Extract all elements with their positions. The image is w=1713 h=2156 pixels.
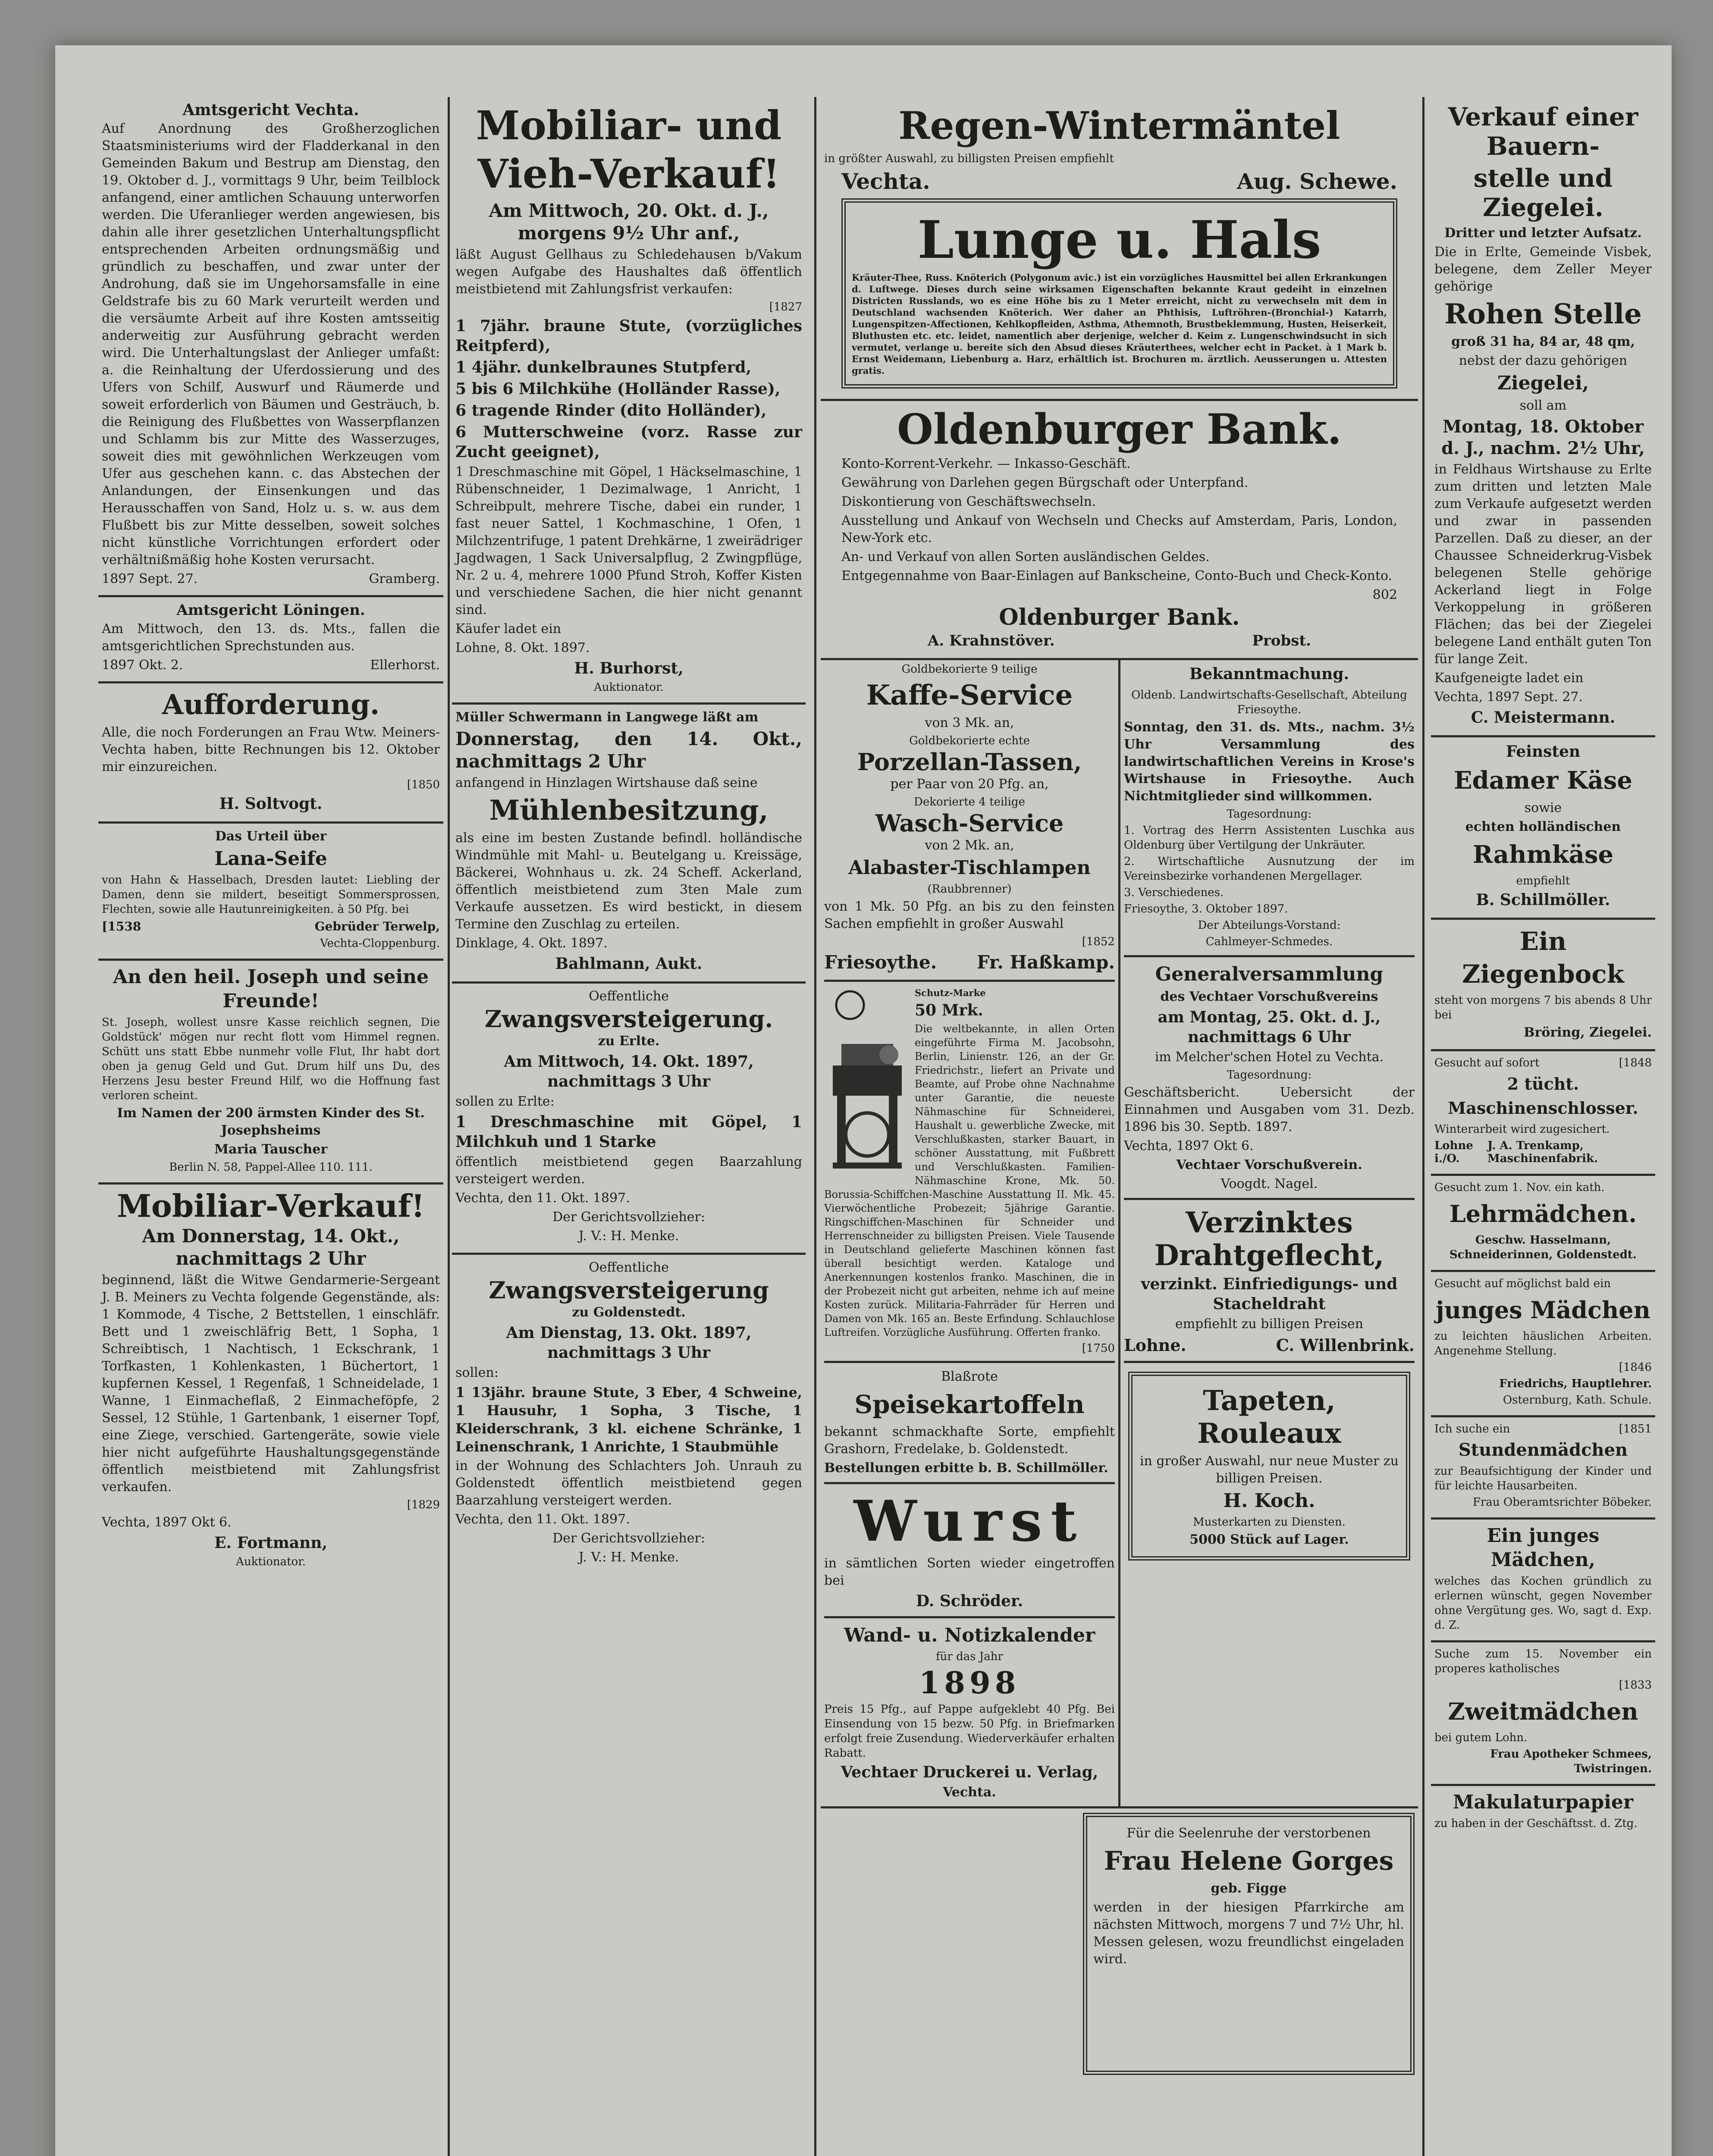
column-rule <box>1422 97 1424 2156</box>
ad-signature: Im Namen der 200 ärmsten Kinder des St. Josephsheims <box>117 1106 425 1138</box>
ad-body: in der Wohnung des Schlachters Joh. Unrauh zu Goldenstedt öffentlich meistbietend gegen Baarzahlung versteigert werden. <box>455 1458 802 1508</box>
ad-ref: [1538 <box>102 919 141 934</box>
ad-intro: läßt August Gellhaus zu Schledehausen b/Vakum wegen Aufgabe des Haushaltes daß öffentlich meistbietend mit Zahlungsfrist verkaufen: <box>455 247 802 297</box>
ad-pretitle: Goldbekorierte 9 teilige <box>901 663 1038 676</box>
ad-signature: J. A. Trenkamp, Maschinenfabrik. <box>1487 1139 1598 1165</box>
ad-title: Makulaturpapier <box>1453 1791 1634 1813</box>
ad-role: Der Gerichtsvollzieher: <box>552 1531 705 1546</box>
ad-title: junges Mädchen <box>1436 1296 1650 1324</box>
ad-pretitle: Suche zum 15. November ein properes katholisches <box>1434 1648 1652 1675</box>
ad-place: Vechta, 1897 Okt 6. <box>1124 1138 1254 1153</box>
ad-title: Ein junges Mädchen, <box>1487 1525 1600 1571</box>
ad-title: Wasch-Service <box>875 809 1064 837</box>
ad-body: beginnend, läßt die Witwe Gendarmerie-Sergeant J. B. Meiners zu Vechta folgende Gegenstände, als: 1 Kommode, 4 Tische, 2 Bettstellen, 1 einschläfr. Bett und 1 zweischläfrig Bett, 1 Sopha, 1 Schreibtisch, 1 Nachtisch, 1 Eckschrank, 1 Torfkasten, 1 Kohlenkasten, 1 Büchertort, 1 kupfernen Kessel, 1 Regenfaß, 1 Schneidelade, 1 Wanne, 1 Einmacheflaß, 2 Einmacheföpfe, 2 Sessel, 12 Stühle, 1 Gartenbank, 1 eiserner Topf, eine Ziege, verschied. Gartengeräte, sowie viele hier nicht aufgeführte Haushaltungsgegenstände öffentlich meistbietend mit Zahlungsfrist verkaufen. <box>102 1272 440 1495</box>
ad-title: Amtsgericht Löningen. <box>176 602 365 619</box>
ad-pretitle: Oeffentliche <box>589 1260 669 1275</box>
ad-place: Friesoythe, 3. Oktober 1897. <box>1124 903 1288 915</box>
ad-signature: Gramberg. <box>369 571 440 586</box>
ad-title: Ziegelei, <box>1497 372 1589 394</box>
ad-item: 5 bis 6 Milchkühe (Holländer Rasse), <box>455 380 781 398</box>
ad-agenda-item: 3. Verschiedenes. <box>1124 886 1224 899</box>
ad-title: stelle und Ziegelei. <box>1473 163 1613 222</box>
ad-signature: Voogdt. Nagel. <box>1220 1176 1318 1191</box>
ad-drahtgeflecht <box>1124 1200 1415 1363</box>
ad-title: Regen-Wintermäntel <box>898 103 1340 148</box>
ad-location: zu Erlte. <box>598 1034 660 1049</box>
ad-item: 6 Mutterschweine (vorz. Rasse zur Zucht geeignet), <box>455 423 802 461</box>
ad-signature: A. Krahnstöver. <box>928 632 1055 649</box>
ad-signature: Geschw. Hasselmann, Schneiderinnen, Goldenstedt. <box>1449 1234 1637 1261</box>
ad-place: Lohne, 8. Okt. 1897. <box>455 640 590 655</box>
ad-date: Montag, 18. Oktober d. J., nachm. 2½ Uhr, <box>1441 417 1645 458</box>
ad-intro: sollen: <box>455 1365 499 1380</box>
ad-maschinenschlosser <box>1431 1049 1655 1174</box>
ad-speisekartoffeln <box>824 1363 1115 1484</box>
ad-title: Lunge u. Hals <box>917 210 1321 270</box>
ad-signature: B. Schillmöller. <box>1476 891 1610 909</box>
ad-signature: Friedrichs, Hauptlehrer. <box>1499 1377 1652 1390</box>
ad-signature: C. Willenbrink. <box>1276 1335 1415 1355</box>
ad-body: von Hahn & Hasselbach, Dresden lautet: Liebling der Damen, denn sie mildert, beseitigt Sommersprossen, Flechten, sowie alle Hautunreinigkeiten. à 50 Pfg. bei <box>102 874 440 916</box>
ad-pretitle: Gesucht auf sofort <box>1434 1056 1540 1069</box>
ad-bauernstelle <box>1431 97 1655 735</box>
ad-signature: Aug. Schewe. <box>1237 169 1397 194</box>
ad-place: Vechta, 1897 Sept. 27. <box>1434 689 1583 705</box>
ad-title: Speisekartoffeln <box>854 1390 1085 1419</box>
ad-subtitle: (Raubbrenner) <box>927 883 1012 896</box>
ad-jacobsohn <box>824 982 1115 1363</box>
ad-ref: 802 <box>1372 587 1397 602</box>
ad-body: 1 Dreschmaschine mit Göpel, 1 Häckselmaschine, 1 Rübenschneider, 1 Dezimalwage, 1 Anricht, 1 Schreibpult, mehrere Tische, dabei ein runder, 1 fast neuer Sattel, 1 Kochmaschine, 1 Ofen, 1 Milchzentrifuge, 1 patent Drehkärne, 1 zweirädriger Jagdwagen, 1 Sack Universalpflug, 2 Zwingpflüge, Nr. 2 u. 4, mehrere 1000 Pfund Stroh, Koffer Kisten und verschiedene Sachen, die hier nicht genannt sind. <box>455 464 802 617</box>
ad-size: groß 31 ha, 84 ar, 48 qm, <box>1451 334 1635 349</box>
ad-ref: [1848 <box>1619 1056 1652 1069</box>
ad-seller: Gebrüder Terwelp, <box>314 919 440 934</box>
ad-year: 1898 <box>919 1665 1020 1701</box>
ad-title: Amtsgericht Vechta. <box>182 101 359 119</box>
ad-date: Am Dienstag, 13. Okt. 1897, nachmittags 3 Uhr <box>506 1324 752 1362</box>
ad-title: Mobiliar- und <box>476 102 782 149</box>
ad-body: welches das Kochen gründlich zu erlernen wünscht, gegen November ohne Vergütung ges. Wo, sagt d. Exp. d. Z. <box>1434 1575 1652 1632</box>
ad-lana-seife <box>98 821 443 959</box>
ad-title: An den heil. Joseph und seine Freunde! <box>113 966 429 1012</box>
ad-location: zu Goldenstedt. <box>572 1305 686 1320</box>
ad-ref: [1851 <box>1619 1423 1652 1435</box>
ad-line: Diskontierung von Geschäftswechseln. <box>841 494 1096 509</box>
ad-signature: E. Fortmann, <box>214 1534 327 1552</box>
ad-title: Bekanntmachung. <box>1189 665 1349 683</box>
ad-orders: Bestellungen erbitte b. B. Schillmöller. <box>824 1460 1108 1476</box>
ad-date: 1897 Okt. 2. <box>102 658 183 673</box>
ad-date: am Montag, 25. Okt. d. J., nachmittags 6 Uhr <box>1158 1008 1381 1046</box>
ad-note: Musterkarten zu Diensten. <box>1193 1516 1346 1529</box>
ad-body: öffentlich meistbietend gegen Baarzahlung versteigert werden. <box>455 1154 802 1187</box>
ad-title: Vieh-Verkauf! <box>477 150 780 197</box>
ad-place: Vechta. <box>841 169 930 194</box>
ad-title: Lehrmädchen. <box>1449 1200 1637 1228</box>
ad-title: Alabaster-Tischlampen <box>848 857 1091 879</box>
ad-title: 2 tücht. Maschinenschlosser. <box>1448 1074 1638 1118</box>
ad-makulaturpapier <box>1431 1784 1655 1839</box>
ad-agenda-item: 1. Vortrag des Herrn Assistenten Luschka aus Oldenburg über Vertilgung der Unkräuter. <box>1124 824 1415 852</box>
ad-zweitmaedchen <box>1431 1640 1655 1784</box>
ad-junges-maedchen <box>1431 1270 1655 1415</box>
ad-text: sowie <box>1524 800 1562 815</box>
ad-body: steht von morgens 7 bis abends 8 Uhr bei <box>1434 994 1652 1022</box>
ad-body: empfiehlt zu billigen Preisen <box>1175 1316 1364 1332</box>
ad-date: 1897 Sept. 27. <box>102 571 198 586</box>
ad-ref: [1827 <box>769 301 802 313</box>
ad-subtitle: verzinkt. Einfriedigungs- und Stacheldraht <box>1141 1275 1398 1313</box>
ad-vieh-verkauf <box>452 97 806 702</box>
column-3-left <box>821 660 1118 1806</box>
ad-buyers: Kaufgeneigte ladet ein <box>1434 671 1584 686</box>
ad-intro: Müller Schwermann in Langwege läßt am <box>455 710 759 725</box>
sewing-machine-illustration <box>824 988 910 1178</box>
ad-gorges <box>821 1806 1418 2075</box>
ad-title: Tapeten, Rouleaux <box>1197 1385 1341 1450</box>
ad-org: Vechtaer Vorschußverein. <box>1176 1157 1362 1172</box>
ad-joseph <box>98 959 443 1182</box>
ad-title: Zwangsversteigerung <box>489 1276 769 1304</box>
ad-stundenmaedchen <box>1431 1415 1655 1517</box>
ad-signature: Frau Apotheker Schmees, Twistringen. <box>1490 1748 1652 1775</box>
ad-pretitle: Gesucht auf möglichst bald ein <box>1434 1277 1611 1290</box>
ad-pretitle: Oeffentliche <box>589 989 669 1004</box>
ad-tapeten <box>1128 1372 1410 1561</box>
ad-wurst <box>824 1484 1115 1618</box>
ad-price: per Paar von 20 Pfg. an, <box>890 777 1049 792</box>
ad-ref: [1846 <box>1619 1361 1652 1374</box>
ad-price: 50 Mrk. <box>915 1001 983 1019</box>
ad-pretitle: Blaßrote <box>941 1369 998 1384</box>
newspaper-page <box>55 45 1672 2156</box>
ad-text: empfiehlt <box>1516 874 1570 887</box>
ad-address: Berlin N. 58, Pappel-Allee 110. 111. <box>169 1161 373 1174</box>
ad-role: Auktionator. <box>594 681 664 694</box>
column-3 <box>821 97 1418 2075</box>
ad-agenda-item: 2. Wirtschaftliche Ausnutzung der im Vereinsbezirke vorhandenen Mergellager. <box>1124 855 1415 883</box>
ad-title: Zwangsversteigerung. <box>484 1005 773 1033</box>
column-3-split <box>821 658 1418 1806</box>
ad-title: Oldenburger Bank. <box>897 405 1342 454</box>
ad-agenda-title: Tagesordnung: <box>1227 1069 1312 1081</box>
ad-signature: H. Soltvogt. <box>219 795 323 813</box>
ad-body: Die weltbekannte, in allen Orten eingeführte Firma M. Jacobsohn, Berlin, Linienstr. 126, an der Gr. Friedrichstr., liefert an Private und Beamte, auf Probe ohne Nachnahme unter Garantie, die neueste Nähmaschine für Schneiderei, Haushalt u. gewerbliche Zwecke, mit Verschlußkasten, starker Bauart, in schöner Ausstattung, mit Fußbrett und Verschlußkasten. Familien-Nähmaschine Krone, Mk. 50. Borussia-Schiffchen-Maschine Ausstattung II. Mk. 45. Vierwöchentliche Probezeit; 5jährige Garantie. Ringschiffchen-Maschinen für Schneider und Herrenschneider zu billigsten Preisen. Viele Tausende in Deutschland gelieferte Maschinen können fast überall besichtigt werden. Kataloge und Anerkennungen kostenlos franko. Maschinen, die in der Probezeit nicht gut arbeiten, nehme ich auf meine Kosten zurück. Militaria-Fahrräder für Herren und Damen von Mk. 165 an. Beste Erfindung. Schlauchlose Luftreifen. Vorzügliche Ausführung. Offerten franko. <box>824 1023 1115 1338</box>
ad-muehlenbesitzung <box>452 702 806 981</box>
column-4 <box>1431 97 1655 1839</box>
ad-item: 1 4jähr. dunkelbraunes Stutpferd, <box>455 358 752 376</box>
ad-subtitle: des Vechtaer Vorschußvereins <box>1160 989 1378 1004</box>
column-3-right <box>1118 660 1418 1806</box>
ad-body: Am Mittwoch, den 13. ds. Mts., fallen die amtsgerichtlichen Sprechstunden aus. <box>102 621 440 654</box>
ad-role: Der Gerichtsvollzieher: <box>552 1210 705 1225</box>
ad-signature: Cahlmeyer-Schmedes. <box>1205 935 1333 948</box>
ad-body: St. Joseph, wollest unsre Kasse reichlich segnen, Die Goldstück' mögen nur recht flott vom Himmel regnen. Schütt uns statt Ebbe nunmehr volle Flut, Ihr habt dort oben ja genug Geld und Gut. Drum hilf uns Du, des Herzens Jesu bester Freund Hilf, wo die Hoffnung fast verloren scheint. <box>102 1016 440 1102</box>
ad-signature: Bröring, Ziegelei. <box>1524 1025 1652 1040</box>
ad-signature: D. Schröder. <box>916 1592 1023 1610</box>
ad-role: Der Abteilungs-Vorstand: <box>1198 919 1341 932</box>
ad-pretitle: Das Urteil über <box>215 829 327 844</box>
ad-pretitle: Gesucht zum 1. Nov. ein kath. <box>1434 1181 1605 1194</box>
ad-location: im Melcher'schen Hotel zu Vechta. <box>1155 1050 1384 1065</box>
ad-line: An- und Verkauf von allen Sorten ausländischen Geldes. <box>841 549 1210 564</box>
ad-ref: [1829 <box>407 1498 440 1511</box>
ad-aufforderung <box>98 681 443 821</box>
ad-subtitle: echten holländischen <box>1465 819 1621 834</box>
ad-date: Am Donnerstag, 14. Okt., nachmittags 2 Uhr <box>142 1225 400 1269</box>
ad-amtsgericht-loeningen <box>98 595 443 681</box>
ad-items: 1 Dreschmaschine mit Göpel, 1 Milchkuh und 1 Starke <box>455 1113 802 1151</box>
ad-place: Osternburg, Kath. Schule. <box>1503 1394 1652 1407</box>
ad-body: bekannt schmackhafte Sorte, empfiehlt Grashorn, Fredelake, b. Goldenstedt. <box>824 1424 1115 1457</box>
ad-title: Wand- u. Notizkalender <box>844 1624 1095 1646</box>
ad-body: zu leichten häuslichen Arbeiten. Angenehme Stellung. <box>1434 1330 1652 1357</box>
ad-bekanntmachung <box>1124 662 1415 957</box>
ad-role: Auktionator. <box>236 1555 306 1568</box>
ad-title: Wurst <box>853 1488 1086 1554</box>
ad-zwangsversteigerung-erlte <box>452 981 806 1253</box>
ad-line: Ausstellung und Ankauf von Wechseln und Checks auf Amsterdam, Paris, London, New-York etc. <box>841 513 1397 545</box>
ad-body: Preis 15 Pfg., auf Pappe aufgeklebt 40 Pfg. Bei Einsendung von 15 bezw. 50 Pfg. in Briefmarken erfolgt freie Zusendung. Wiederverkäufer erhalten Rabatt. <box>824 1703 1115 1760</box>
ad-title: Rahmkäse <box>1472 840 1614 869</box>
ad-signature: H. Burhorst, <box>574 659 684 677</box>
ad-buyers: Käufer ladet ein <box>455 621 562 636</box>
ad-title: Aufforderung. <box>162 689 380 721</box>
ad-pretitle: Goldbekorierte echte <box>909 734 1030 747</box>
ad-date: Am Mittwoch, 14. Okt. 1897, nachmittags 3 Uhr <box>504 1053 754 1091</box>
ad-amtsgericht-vechta <box>98 97 443 595</box>
ad-place: Vechta, 1897 Okt 6. <box>102 1515 232 1530</box>
ad-title: Verkauf einer Bauern- <box>1448 102 1638 161</box>
ad-stock: 5000 Stück auf Lager. <box>1189 1532 1349 1547</box>
ad-body: Winterarbeit wird zugesichert. <box>1434 1123 1610 1136</box>
ad-pretitle: Dekorierte 4 teilige <box>914 796 1025 808</box>
ad-body: Die in Erlte, Gemeinde Visbek, belegene, dem Zeller Meyer gehörige <box>1434 244 1652 294</box>
ad-signature: C. Meistermann. <box>1471 708 1616 727</box>
ad-subtitle: in größter Auswahl, zu billigsten Preisen empfiehlt <box>824 152 1114 165</box>
ad-title: Porzellan-Tassen, <box>857 748 1082 776</box>
ad-title: Oldenburger Bank. <box>999 604 1240 630</box>
ad-price: von 3 Mk. an, <box>925 715 1014 730</box>
ad-ziegenbock <box>1431 918 1655 1049</box>
ad-line: Gewährung von Darlehen gegen Bürgschaft oder Unterpfand. <box>841 475 1249 490</box>
ad-items: 1 13jähr. braune Stute, 3 Eber, 4 Schweine, 1 Hausuhr, 1 Sopha, 3 Tische, 1 Kleiderschrank, 3 kl. eichene Schränke, 1 Leinenschrank, 1 Anrichte, 1 Staubmühle <box>455 1384 802 1455</box>
ad-signature: J. V.: H. Menke. <box>578 1550 679 1565</box>
ad-line: Konto-Korrent-Verkehr. — Inkasso-Geschäft. <box>841 456 1131 471</box>
ad-title: Frau Helene Gorges <box>1104 1846 1394 1876</box>
ad-subtitle: nebst der dazu gehörigen <box>1459 353 1628 368</box>
ad-title: Stundenmädchen <box>1458 1440 1628 1460</box>
ad-signature: H. Koch. <box>1223 1490 1315 1512</box>
column-rule <box>814 97 816 2156</box>
ad-pretitle: für das Jahr <box>936 1650 1003 1663</box>
ad-body: Alle, die noch Forderungen an Frau Wtw. Meiners-Vechta haben, bitte Rechnungen bis 12. Oktober mir einzureichen. <box>102 725 440 774</box>
ad-body: Auf Anordnung des Großherzoglichen Staatsministeriums wird der Fladderkanal in den Gemeinden Bakum und Bestrup am Dienstag, den 19. Oktober d. J., vormittags 9 Uhr, beim Teilblock anfangend, einer amtlichen Schauung unterworfen werden. Die Uferanlieger werden angewiesen, bis dahin alle ihrer gesetzlichen Unterhaltungspflicht entsprechenden Arbeiten ordnungsmäßig und gründlich zu beschaffen, und zwar unter der Androhung, daß sie im Ungehorsamsfalle in eine Geldstrafe bis zu 60 Mark verurteilt werden und die versäumte Arbeit auf ihre Kosten amtsseitig anderweitig zur Ausführung gebracht werden wird. Die Unterhaltungslast der Anlieger umfaßt: a. die Reinhaltung der Uferdossierung und des Ufers von Schilf, Auswurf und Räumerde und soweit erforderlich von Bäumen und Gesträuch, b. die Reinigung des Flußbettes von Wasserpflanzen und Schlamm bis zur Mitte des Wasserzuges, soweit dies mit gewöhnlichen Werkzeugen vom Ufer aus geschehen kann. c. das Abstechen der Anlandungen, der Einsenkungen und das Herausschaffen von Sand, Holz u. s. w. aus dem Flußbett bis zur Mitte desselben, soweit solches nicht künstliche Vorrichtungen erfordert oder verhältnißmäßig hohe Kosten verursacht. <box>102 121 440 567</box>
ad-ref: [1750 <box>1082 1342 1115 1355</box>
ad-kaffee-service <box>824 662 1115 982</box>
ad-subtitle: geb. Figge <box>1211 1881 1287 1896</box>
ad-title: Lana-Seife <box>214 848 327 870</box>
ad-signature: Fr. Haßkamp. <box>976 952 1115 973</box>
ad-title: Kaffe-Service <box>866 679 1073 711</box>
ad-place: Vechta, den 11. Okt. 1897. <box>455 1191 630 1206</box>
ad-body: in großer Auswahl, nur neue Muster zu billigen Preisen. <box>1139 1454 1399 1486</box>
ad-ref: [1852 <box>1082 935 1115 948</box>
ad-signature: Probst. <box>1252 632 1311 649</box>
column-1 <box>98 97 443 1577</box>
ad-text: soll am <box>1519 398 1567 413</box>
ad-place: Lohne i./O. <box>1434 1139 1473 1165</box>
lunge-hals-box <box>841 198 1397 389</box>
ad-title: Generalversammlung <box>1155 963 1384 985</box>
ad-body: als eine im besten Zustande befindl. holländische Windmühle mit Mahl- u. Beutelgang u. Kreissäge, Bäckerei, Wohnhaus u. zk. 24 Scheff. Ackerland, öffentlich meistbietend zum 3ten Male zum Verkaufe aussetzen. Es wird bestickt, in diesem Termine den Zuschlag zu erteilen. <box>455 830 802 932</box>
ad-pretitle: Für die Seelenruhe der verstorbenen <box>1126 1826 1371 1841</box>
ad-zwangsversteigerung-goldenstedt <box>452 1253 806 1574</box>
ad-place: Vechta. <box>943 1785 996 1800</box>
ad-lehrmaedchen <box>1431 1174 1655 1270</box>
ad-title: Ein Ziegenbock <box>1462 927 1624 989</box>
ad-kalender <box>824 1618 1115 1806</box>
ad-body: Sonntag, den 31. ds. Mts., nachm. 3½ Uhr Versammlung des landwirtschaftlichen Vereins in Krose's Wirtshause in Friesoythe. Auch Nichtmitglieder sind willkommen. <box>1124 720 1415 804</box>
ad-place: Vechta, den 11. Okt. 1897. <box>455 1512 630 1527</box>
ad-date: Am Mittwoch, 20. Okt. d. J., morgens 9½ Uhr anf., <box>489 200 769 244</box>
ad-title: Zweitmädchen <box>1448 1698 1638 1725</box>
ad-signature: Ellerhorst. <box>370 658 440 673</box>
ad-body: zur Beaufsichtigung der Kinder und für leichte Hausarbeiten. <box>1434 1465 1652 1492</box>
ad-kaese <box>1431 735 1655 918</box>
ad-pretitle: Feinsten <box>1506 743 1581 761</box>
ad-place: Dinklage, 4. Okt. 1897. <box>455 936 608 951</box>
ad-place: Friesoythe. <box>824 952 937 973</box>
ad-signature: Vechtaer Druckerei u. Verlag, <box>841 1763 1098 1781</box>
ad-line: Entgegennahme von Baar-Einlagen auf Bankscheine, Conto-Buch und Check-Konto. <box>841 568 1393 583</box>
ad-body: von 1 Mk. 50 Pfg. an bis zu den feinsten Sachen empfiehlt in großer Auswahl <box>824 899 1115 931</box>
ad-item: 1 7jähr. braune Stute, (vorzügliches Reitpferd), <box>455 317 802 355</box>
ad-title: Mühlenbesitzung, <box>489 794 769 827</box>
ad-badge: Schutz-Marke <box>915 987 986 998</box>
ad-signature-name: Maria Tauscher <box>214 1142 328 1157</box>
ad-title: Verzinktes Drahtgeflecht, <box>1154 1206 1384 1272</box>
ad-price: von 2 Mk. an, <box>925 838 1014 853</box>
ad-ref: [1833 <box>1619 1679 1652 1692</box>
ad-org: Oldenb. Landwirtschafts-Gesellschaft, Abteilung Friesoythe. <box>1131 689 1407 716</box>
ad-title: Edamer Käse <box>1453 766 1633 795</box>
ad-body: Kräuter-Thee, Russ. Knöterich (Polygonum avic.) ist ein vorzügliches Hausmittel bei allen Erkrankungen d. Luftwege. Dieses durch seine wirksamen Eigenschaften bekannte Kraut gedeiht in einzelnen Districten Russlands, wo es eine Höhe bis zu 1 Meter erreicht, nicht zu verwechseln mit dem in Deutschland wachsenden Knöterich. Wer daher an Phthisis, Luftröhren-(Bronchial-) Katarrh, Lungenspitzen-Affectionen, Kehlkopfleiden, Asthma, Athemnoth, Brustbeklemmung, Husten, Heiserkeit, Bluthusten etc. etc. leidet, namentlich aber derjenige, welcher d. Keim z. Lungenschwindsucht in sich vermutet, verlange u. bereite sich den Absud dieses Kräuterthees, welcher echt in Packet. à 1 Mark b. Ernst Weidemann, Liebenburg a. Harz, erhältlich ist. Brochuren m. ärztlich. Aeusserungen u. Attesten gratis. <box>852 272 1387 376</box>
ad-junges-maedchen-kochen <box>1431 1517 1655 1640</box>
ad-ref: [1850 <box>407 778 440 791</box>
ad-body: in Feldhaus Wirtshause zu Erlte zum dritten und letzten Male zum Verkaufe aufgesetzt werden und zwar in passenden Parzellen. Daß zu dieser, an der Chaussee Schneiderkrug-Visbek belegenen Stelle gehörige Ackerland liegt in Folge Verkoppelung in größeren Flächen; das bei der Ziegelei belegene Land enthält guten Ton für lange Zeit. <box>1434 462 1652 667</box>
ad-pretitle: anfangend in Hinzlagen Wirtshause daß seine <box>455 775 758 790</box>
ad-generalversammlung <box>1124 957 1415 1200</box>
ad-place: Vechta-Cloppenburg. <box>320 937 440 950</box>
ad-title: Mobiliar-Verkauf! <box>117 1188 425 1224</box>
ad-agenda-title: Tagesordnung: <box>1227 808 1312 821</box>
column-2 <box>452 97 806 1574</box>
ad-mobiliar-verkauf <box>98 1182 443 1577</box>
column-rule <box>448 97 450 2156</box>
ad-title: Rohen Stelle <box>1444 298 1642 330</box>
ad-oldenburger-bank <box>821 399 1418 658</box>
ad-pretitle: Ich suche ein <box>1434 1423 1510 1435</box>
ad-signature: Frau Oberamtsrichter Böbeker. <box>1472 1496 1652 1509</box>
ad-body: in sämtlichen Sorten wieder eingetroffen bei <box>824 1556 1115 1588</box>
ad-body: Geschäftsbericht. Uebersicht der Einnahmen und Ausgaben vom 31. Dezb. 1896 bis 30. Septb. 1897. <box>1124 1085 1415 1134</box>
ad-subtitle: Dritter und letzter Aufsatz. <box>1444 226 1642 241</box>
ad-place: Lohne. <box>1124 1335 1186 1355</box>
ad-date: Donnerstag, den 14. Okt., nachmittags 2 Uhr <box>455 728 802 772</box>
ad-signature: Bahlmann, Aukt. <box>555 955 703 973</box>
ad-body: werden in der hiesigen Pfarrkirche am nächsten Mittwoch, morgens 7 und 7½ Uhr, hl. Messen gelesen, wozu freundlichst eingeladen wird. <box>1093 1900 1404 1967</box>
ad-intro: sollen zu Erlte: <box>455 1094 555 1109</box>
ad-signature: J. V.: H. Menke. <box>578 1228 679 1244</box>
ad-regen-wintermaentel <box>821 97 1418 399</box>
ad-body: bei gutem Lohn. <box>1434 1731 1528 1744</box>
ad-body: zu haben in der Geschäftsst. d. Ztg. <box>1434 1817 1638 1830</box>
ad-item: 6 tragende Rinder (dito Holländer), <box>455 401 767 420</box>
